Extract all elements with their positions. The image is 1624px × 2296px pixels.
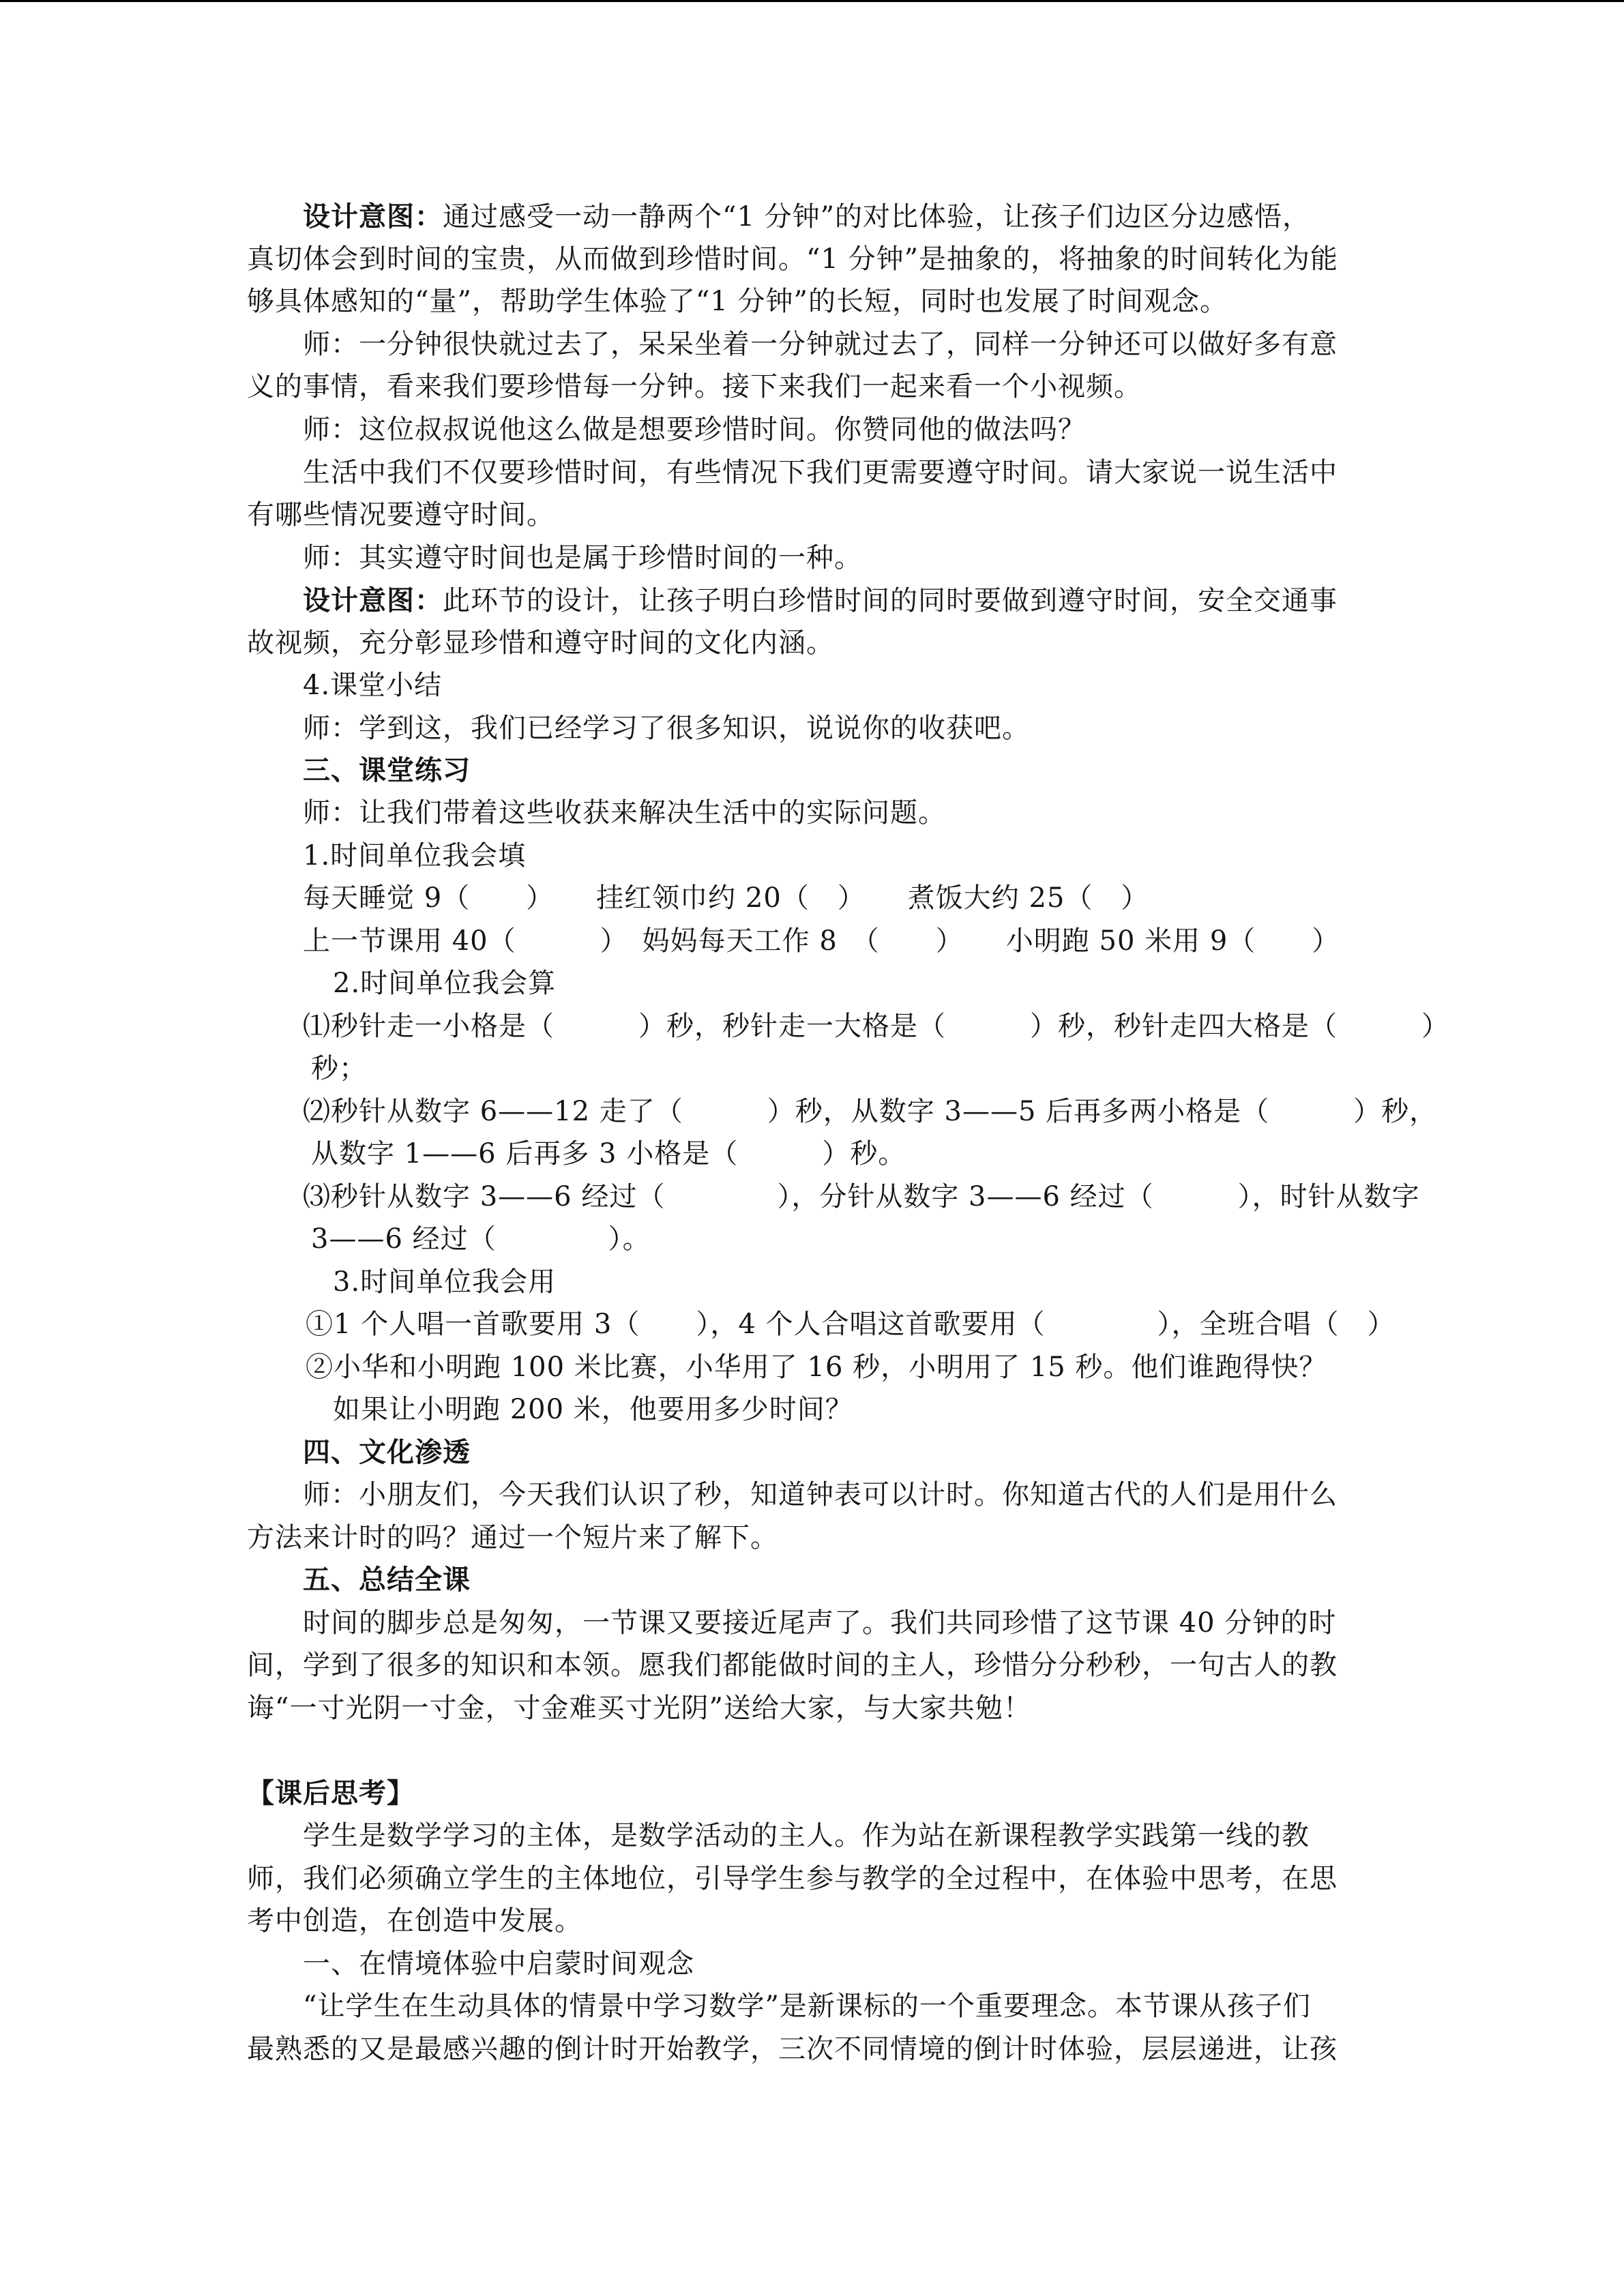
text-line: 最熟悉的又是最感兴趣的倒计时开始教学，三次不同情境的倒计时体验，层层递进，让孩 xyxy=(247,2033,1338,2065)
text-line: 如果让小明跑 200 米，他要用多少时间？ xyxy=(333,1394,853,1425)
practice-heading: 三、课堂练习 xyxy=(303,754,471,786)
exercise-1-row: 上一节课用 40（ ） 妈妈每天工作 8 （ ） 小明跑 50 米用 9（ ） xyxy=(303,925,1340,957)
text-line: 师：让我们带着这些收获来解决生活中的实际问题。 xyxy=(303,797,946,829)
text-line: 师：学到这，我们已经学习了很多知识，说说你的收获吧。 xyxy=(303,713,1030,744)
design-intent-paragraph-2 xyxy=(303,584,1338,617)
exercise-2-question-2: ⑵秒针从数字 6——12 走了（ ）秒，从数字 3——5 后再多两小格是（ ）秒， xyxy=(303,1096,1438,1127)
design-intent-label: 设计意图： xyxy=(303,584,443,616)
text-line: “让学生在生动具体的情景中学习数学”是新课标的一个重要理念。本节课从孩子们 xyxy=(303,1991,1311,2022)
text-line: 考中创造，在创造中发展。 xyxy=(247,1905,582,1937)
text-line: 从数字 1——6 后再多 3 小格是（ ）秒。 xyxy=(311,1138,906,1169)
reflection-subheading: 一、在情境体验中启蒙时间观念 xyxy=(303,1948,694,1980)
text-line: 生活中我们不仅要珍惜时间，有些情况下我们更需要遵守时间。请大家说一说生活中 xyxy=(303,457,1338,488)
lesson-summary-heading: 4.课堂小结 xyxy=(303,670,443,701)
exercise-2-title: 2.时间单位我会算 xyxy=(333,968,557,999)
text-line: 3——6 经过（ ）。 xyxy=(311,1223,651,1255)
exercise-3-title: 3.时间单位我会用 xyxy=(333,1266,557,1298)
text-line: 诲“一寸光阴一寸金，寸金难买寸光阴”送给大家，与大家共勉！ xyxy=(247,1693,1031,1724)
text-line: 有哪些情况要遵守时间。 xyxy=(247,499,555,531)
text-line: 够具体感知的“量”，帮助学生体验了“1 分钟”的长短，同时也发展了时间观念。 xyxy=(247,286,1228,317)
text-line: 义的事情，看来我们要珍惜每一分钟。接下来我们一起来看一个小视频。 xyxy=(247,371,1142,402)
design-intent-paragraph-1 xyxy=(303,200,1310,233)
culture-heading: 四、文化渗透 xyxy=(303,1436,471,1468)
text-line: 秒； xyxy=(311,1053,367,1084)
wrapup-heading: 五、总结全课 xyxy=(303,1564,471,1596)
design-intent-text: 通过感受一动一静两个“1 分钟”的对比体验，让孩子们边区分边感悟， xyxy=(443,201,1311,233)
text-line: 师：一分钟很快就过去了，呆呆坐着一分钟就过去了，同样一分钟还可以做好多有意 xyxy=(303,329,1338,360)
design-intent-label: 设计意图： xyxy=(303,200,443,233)
exercise-3-question-1: ①1 个人唱一首歌要用 3（ ），4 个人合唱这首歌要用（ ），全班合唱（ ） xyxy=(306,1309,1396,1340)
text-line: 师：这位叔叔说他这么做是想要珍惜时间。你赞同他的做法吗？ xyxy=(303,414,1086,445)
text-line: 学生是数学学习的主体，是数学活动的主人。作为站在新课程教学实践第一线的教 xyxy=(303,1820,1310,1851)
exercise-2-question-1: ⑴秒针走一小格是（ ）秒，秒针走一大格是（ ）秒，秒针走四大格是（ ） xyxy=(303,1011,1449,1042)
design-intent-text: 此环节的设计，让孩子明白珍惜时间的同时要做到遵守时间，安全交通事 xyxy=(443,585,1338,616)
exercise-1-title: 1.时间单位我会填 xyxy=(303,840,527,871)
text-line: 师：小朋友们，今天我们认识了秒，知道钟表可以计时。你知道古代的人们是用什么 xyxy=(303,1479,1338,1510)
exercise-1-row: 每天睡觉 9（ ） 挂红领巾约 20（ ） 煮饭大约 25（ ） xyxy=(303,882,1149,914)
exercise-3-question-2: ②小华和小明跑 100 米比赛，小华用了 16 秒，小明用了 15 秒。他们谁跑得快？ xyxy=(306,1352,1327,1383)
text-line: 真切体会到时间的宝贵，从而做到珍惜时间。“1 分钟”是抽象的，将抽象的时间转化为能 xyxy=(247,243,1339,275)
reflection-heading: 【课后思考】 xyxy=(247,1777,415,1809)
text-line: 间，学到了很多的知识和本领。愿我们都能做时间的主人，珍惜分分秒秒，一句古人的教 xyxy=(247,1650,1338,1681)
text-line: 时间的脚步总是匆匆，一节课又要接近尾声了。我们共同珍惜了这节课 40 分钟的时 xyxy=(303,1607,1337,1639)
exercise-2-question-3: ⑶秒针从数字 3——6 经过（ ），分针从数字 3——6 经过（ ），时针从数字 xyxy=(303,1181,1420,1212)
text-line: 师：其实遵守时间也是属于珍惜时间的一种。 xyxy=(303,542,862,573)
text-line: 方法来计时的吗？通过一个短片来了解下。 xyxy=(247,1522,778,1553)
text-line: 师，我们必须确立学生的主体地位，引导学生参与教学的全过程中，在体验中思考，在思 xyxy=(247,1863,1338,1894)
text-line: 故视频，充分彰显珍惜和遵守时间的文化内涵。 xyxy=(247,627,834,659)
